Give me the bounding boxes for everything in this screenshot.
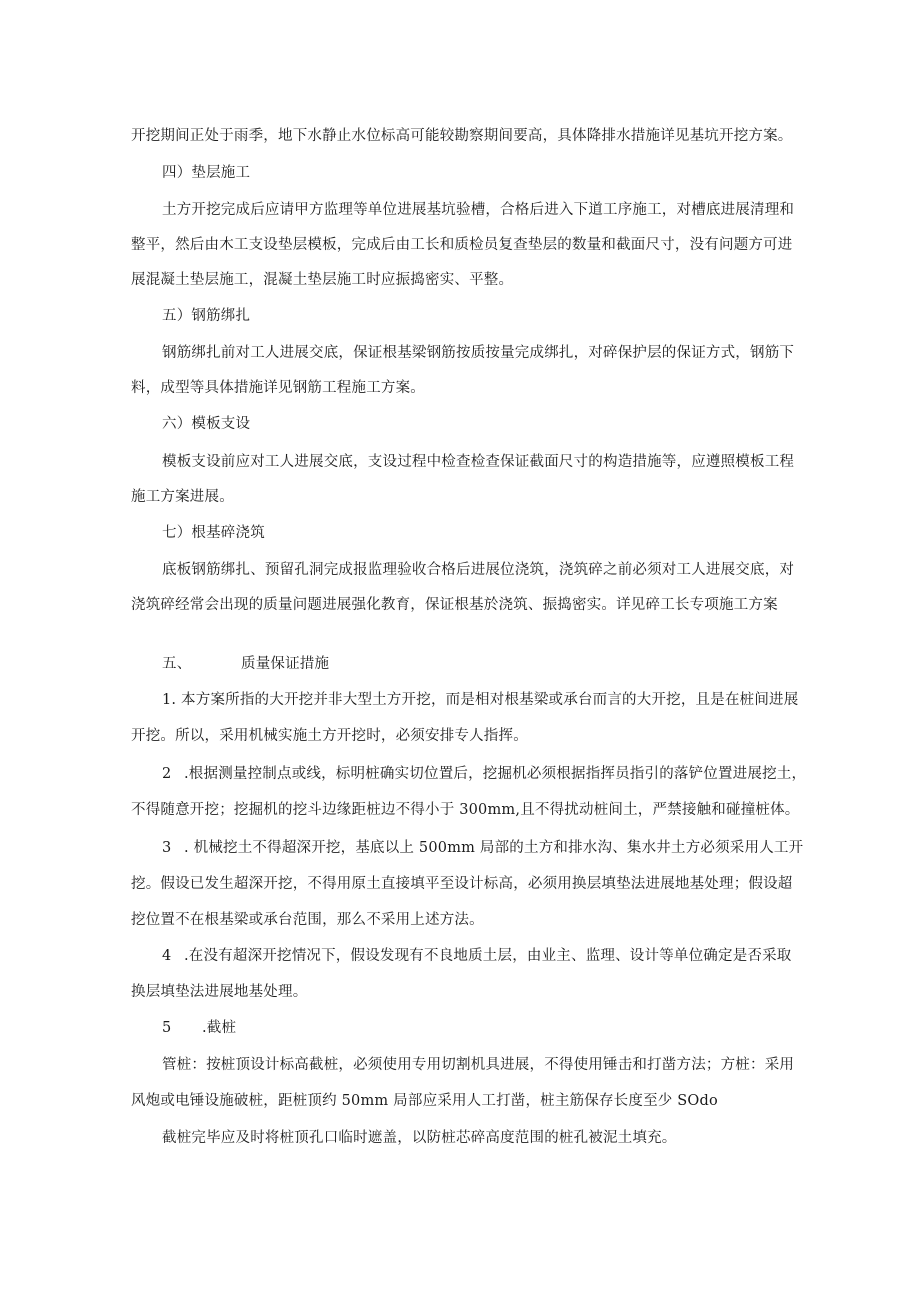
quality-heading-number: 五、 <box>162 656 192 672</box>
paragraph-line: 浇筑碎经常会出现的质量问题进展强化教育，保证根基於浇筑、振捣密实。详见碎工长专项施工方案 <box>131 597 778 613</box>
quality-heading-title: 质量保证措施 <box>241 656 330 672</box>
list-item-line: 换层填垫法进展地基处理。 <box>131 984 308 1000</box>
section-heading-rebar: 五）钢筋绑扎 <box>162 308 251 324</box>
list-item-line: 挖位置不在根基梁或承台范围，那么不采用上述方法。 <box>131 912 484 928</box>
paragraph-line: 展混凝土垫层施工，混凝土垫层施工时应振捣密实、平整。 <box>131 272 514 288</box>
paragraph-line: 底板钢筋绑扎、预留孔洞完成报监理验收合格后进展位浇筑，浇筑碎之前必须对工人进展交底，对 <box>162 562 795 578</box>
paragraph-line: 整平，然后由木工支设垫层模板，完成后由工长和质检员复查垫层的数量和截面尺寸，没有问题方可进 <box>131 237 793 253</box>
paragraph-line: 开挖期间正处于雨季，地下水静止水位标高可能较勘察期间要高，具体降排水措施详见基坑开挖方案。 <box>131 128 793 144</box>
paragraph-line: 土方开挖完成后应请甲方监理等单位进展基坑验槽，合格后进入下道工序施工，对槽底进展清理和 <box>162 202 795 218</box>
list-item-number: 5 <box>162 1020 172 1036</box>
list-item-line: 开挖。所以，采用机械实施土方开挖时，必须安排专人指挥。 <box>131 728 528 744</box>
list-item-number: 2 <box>162 766 172 782</box>
list-item-line: 管桩：按桩顶设计标高截桩，必须使用专用切割机具进展，不得使用锤击和打凿方法；方桩：采用 <box>162 1057 795 1073</box>
list-item-line: . 机械挖土不得超深开挖，基底以上 500mm 局部的土方和排水沟、集水井土方必须采用人工开 <box>184 840 804 856</box>
section-heading-cushion: 四）垫层施工 <box>162 165 251 181</box>
list-item-title: .截桩 <box>202 1020 237 1036</box>
section-heading-concrete: 七）根基碎浇筑 <box>162 525 265 541</box>
paragraph-line: 模板支设前应对工人进展交底，支设过程中检查检查保证截面尺寸的构造措施等，应遵照模板工程 <box>162 454 795 470</box>
paragraph-line: 施工方案进展。 <box>131 489 234 505</box>
list-item-line: .在没有超深开挖情况下，假设发现有不良地质土层，由业主、监理、设计等单位确定是否采取 <box>184 948 792 964</box>
list-item-line: 1. 本方案所指的大开挖并非大型土方开挖，而是相对根基梁或承台而言的大开挖，且是在桩间进展 <box>162 692 799 708</box>
list-item-line: 挖。假设已发生超深开挖，不得用原土直接填平至设计标高，必须用换层填垫法进展地基处理；假设超 <box>131 876 793 892</box>
list-item-line: 风炮或电锤设施破桩，距桩顶约 50mm 局部应采用人工打凿，桩主筋保存长度至少 SOdo <box>131 1093 718 1109</box>
list-item-number: 4 <box>162 948 172 964</box>
list-item-number: 3 <box>162 840 172 856</box>
section-heading-formwork: 六）模板支设 <box>162 416 251 432</box>
list-item-line: 截桩完毕应及时将桩顶孔口临时遮盖，以防桩芯碎高度范围的桩孔被泥土填充。 <box>162 1130 677 1146</box>
paragraph-line: 料，成型等具体措施详见钢筋工程施工方案。 <box>131 380 425 396</box>
list-item-line: 不得随意开挖；挖掘机的挖斗边缘距桩边不得小于 300mm,且不得扰动桩间土，严禁接触和碰撞桩体。 <box>131 802 800 818</box>
list-item-line: .根据测量控制点或线，标明桩确实切位置后，挖掘机必须根据指挥员指引的落铲位置进展挖土， <box>184 766 807 782</box>
paragraph-line: 钢筋绑扎前对工人进展交底，保证根基梁钢筋按质按量完成绑扎，对碎保护层的保证方式，钢筋下 <box>162 345 795 361</box>
